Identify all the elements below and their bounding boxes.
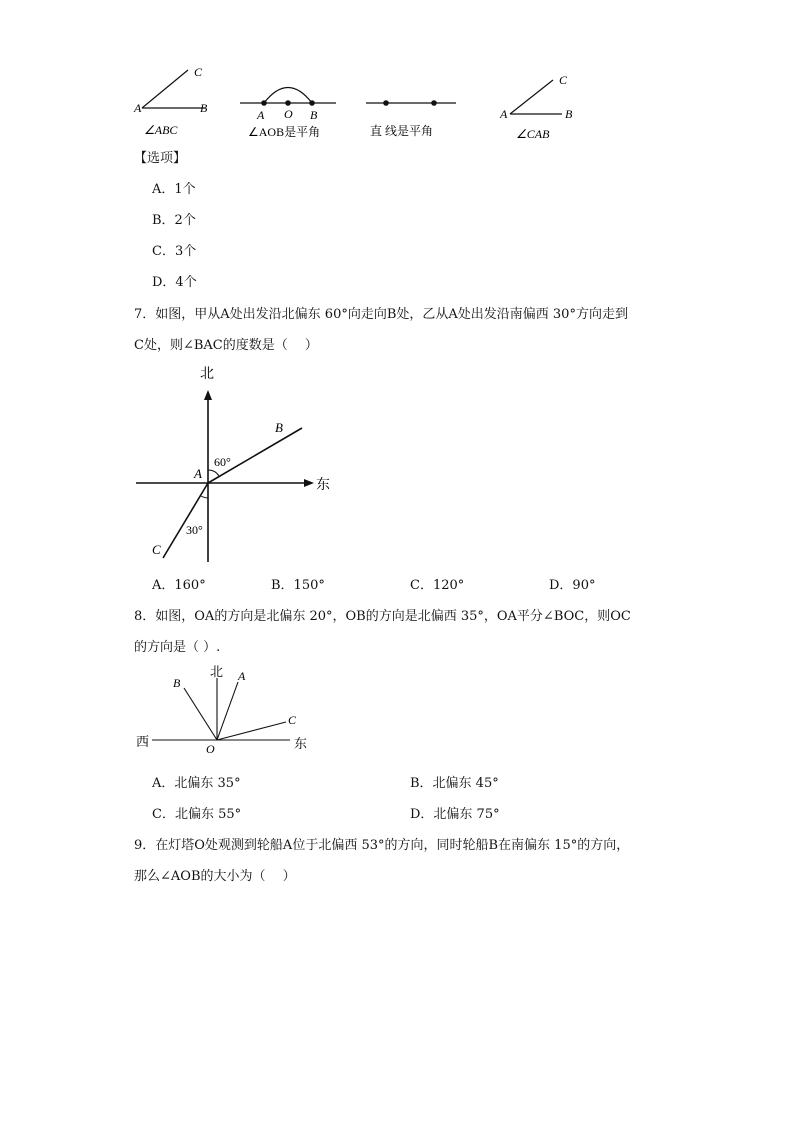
caption-cab: ∠CAB (516, 127, 550, 141)
q7-stem-line1: 7．如图，甲从A处出发沿北偏东 60°向走向B处，乙从A处出发沿南偏西 30°方向走到 (134, 307, 628, 322)
q8-stem-line2: 的方向是（ ）. (134, 640, 221, 655)
q8-option-c: C．北偏东 55° (152, 807, 242, 822)
label-a: A (500, 107, 508, 121)
q7-direction-figure (130, 362, 350, 572)
caption-aob: ∠AOB是平角 (248, 125, 321, 139)
caption-abc: ∠ABC (144, 123, 178, 137)
q6-option-d: D．4个 (152, 275, 197, 290)
east-label: 东 (316, 478, 330, 493)
q7-option-c: C．120° (410, 578, 465, 593)
label-o: O (284, 107, 293, 121)
figure-angle-cab (498, 66, 598, 146)
options-header: 【选项】 (134, 151, 187, 166)
label-b: B (565, 107, 573, 121)
q6-option-a: A．1个 (152, 182, 196, 197)
q7-option-a: A．160° (152, 578, 206, 593)
q8-stem-line1: 8．如图，OA的方向是北偏东 20°，OB的方向是北偏西 35°，OA平分∠BOC，则OC (134, 609, 631, 624)
q9-stem-line2: 那么∠AOB的大小为（ ） (134, 869, 296, 884)
figure-straight-angle-aob (240, 78, 340, 140)
q8-option-d: D．北偏东 75° (410, 807, 500, 822)
q8-option-a: A．北偏东 35° (152, 776, 241, 791)
point-b-label: B (275, 420, 283, 435)
label-a: A (257, 108, 265, 122)
figure-straight-line (366, 90, 466, 140)
west-label: 西 (136, 734, 150, 749)
point-a-label: A (194, 466, 202, 481)
angle-60-label: 60° (214, 455, 231, 469)
label-b: B (310, 108, 318, 122)
label-b: B (200, 101, 208, 115)
point-b-label: B (173, 676, 181, 690)
q8-direction-figure (134, 660, 324, 760)
point-c-label: C (152, 542, 161, 557)
caption-line: 直 线是平角 (370, 124, 434, 138)
point-c-label: C (288, 713, 297, 727)
north-label: 北 (210, 664, 224, 679)
point-a-label: A (238, 669, 246, 683)
q6-option-b: B．2个 (152, 213, 196, 228)
label-c: C (559, 73, 568, 87)
label-a: A (134, 101, 142, 115)
q7-option-d: D．90° (549, 578, 596, 593)
q8-option-b: B．北偏东 45° (410, 776, 499, 791)
label-c: C (194, 65, 203, 79)
figure-angle-abc (130, 60, 230, 140)
east-label: 东 (294, 736, 308, 751)
q7-stem-line2: C处，则∠BAC的度数是（ ） (134, 338, 318, 353)
north-label: 北 (200, 367, 214, 382)
q7-option-b: B．150° (271, 578, 325, 593)
q6-option-c: C．3个 (152, 244, 197, 259)
angle-30-label: 30° (186, 523, 203, 537)
q9-stem-line1: 9．在灯塔O处观测到轮船A位于北偏西 53°的方向，同时轮船B在南偏东 15°的方向， (134, 838, 630, 853)
point-o-label: O (206, 742, 215, 756)
